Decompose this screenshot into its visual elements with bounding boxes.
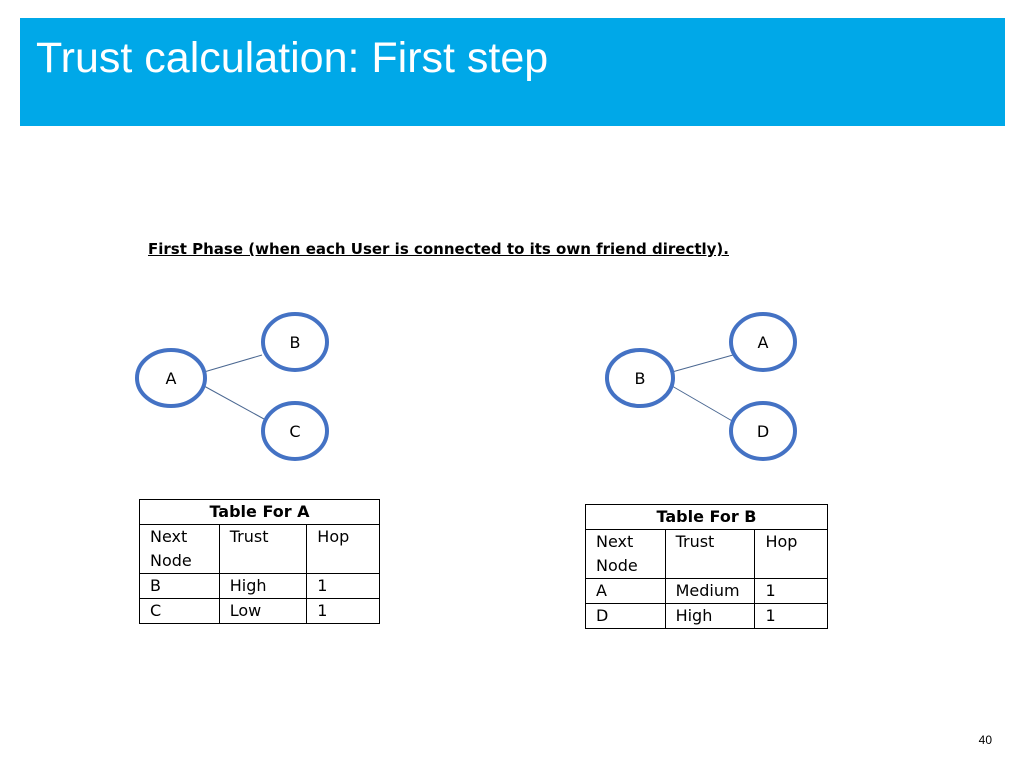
cell-hop: 1	[755, 604, 828, 629]
table-caption-row	[140, 500, 380, 525]
cell-trust: High	[219, 574, 307, 599]
slide-title: Trust calculation: First step	[36, 34, 549, 82]
cell-trust: High	[665, 604, 755, 629]
cell-trust: Low	[219, 599, 307, 624]
table-caption-row	[586, 505, 828, 530]
table-row	[140, 574, 380, 599]
phase-heading: First Phase (when each User is connected to its own friend directly).	[148, 240, 729, 258]
table-caption: Table For B	[586, 505, 828, 530]
edge-b-a	[672, 355, 733, 372]
node-b-source	[607, 350, 673, 406]
node-label: C	[289, 422, 301, 441]
header-hop: Hop	[755, 530, 828, 579]
node-b-first	[731, 314, 795, 370]
page-number: 40	[978, 733, 992, 747]
table-header-row	[140, 525, 380, 574]
table-caption: Table For A	[140, 500, 380, 525]
node-label: B	[634, 369, 646, 388]
cell-hop: 1	[755, 579, 828, 604]
node-label: A	[165, 369, 177, 388]
table-b	[585, 504, 828, 629]
table-header-row	[586, 530, 828, 579]
cell-next-node: C	[140, 599, 220, 624]
cell-trust: Medium	[665, 579, 755, 604]
table-row	[586, 579, 828, 604]
header-hop: Hop	[307, 525, 380, 574]
node-label: D	[756, 422, 770, 441]
cell-next-node: B	[140, 574, 220, 599]
table-a	[139, 499, 380, 624]
cell-hop: 1	[307, 574, 380, 599]
header-next-node: Next Node	[140, 525, 220, 574]
node-b-second	[731, 403, 795, 459]
edge-b-d	[672, 386, 734, 422]
header-next-node: Next Node	[586, 530, 666, 579]
table-row	[586, 604, 828, 629]
header-trust: Trust	[665, 530, 755, 579]
cell-hop: 1	[307, 599, 380, 624]
node-label: B	[289, 333, 301, 352]
node-label: A	[757, 333, 769, 352]
cell-next-node: A	[586, 579, 666, 604]
header-trust: Trust	[219, 525, 307, 574]
cell-next-node: D	[586, 604, 666, 629]
table-row	[140, 599, 380, 624]
